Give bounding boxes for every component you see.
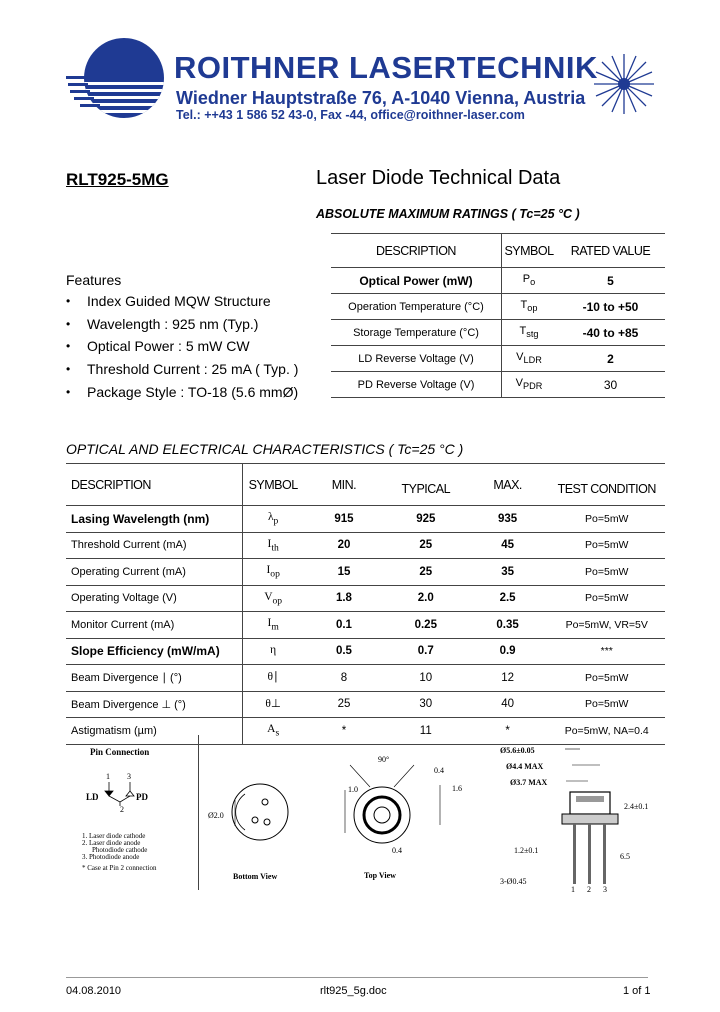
row-symbol: $A_s$ [243,718,303,745]
optical-heading: OPTICAL AND ELECTRICAL CHARACTERISTICS ( Tc=25 °C ) [66,441,464,457]
pd-label: PD [136,792,148,802]
row-max: 0.9 [467,638,549,665]
row-symbol: $I_{th}$ [243,532,303,559]
table-row [331,346,665,372]
company-contact: Tel.: ++43 1 586 52 43-0, Fax -44, office@roithner-laser.com [176,108,525,122]
document-title: Laser Diode Technical Data [316,167,561,189]
footer-filename: rlt925_5g.doc [320,985,387,997]
row-symbol: η [243,638,303,665]
top-view-label: Top View [364,871,396,880]
col-typical: TYPICAL [385,464,467,506]
row-desc: Astigmatism (µm) [66,718,243,745]
table-row [66,559,665,586]
row-symbol: $T_{stg}$ [502,320,557,346]
pin-note: 1. Laser diode cathode [82,832,146,840]
dim-d16: 1.6 [452,784,462,793]
dim-d56: Ø5.6±0.05 [500,746,535,755]
row-desc: PD Reverse Voltage (V) [331,372,502,398]
footer-divider [66,977,648,978]
row-symbol: θ∣ [243,665,303,692]
row-desc: Monitor Current (mA) [66,612,243,639]
row-symbol: $I_{op}$ [243,559,303,586]
row-max: 935 [467,506,549,533]
row-desc: Beam Divergence ⊥ (°) [66,691,243,718]
row-typ: 0.7 [385,638,467,665]
row-value: -40 to +85 [556,320,665,346]
pin-1-label: 1 [106,772,110,781]
row-cond: Po=5mW [549,665,666,692]
pin-note: Photodiode cathode [92,846,148,854]
pin-note: 3. Photodiode anode [82,853,140,861]
row-max: 2.5 [467,585,549,612]
row-typ: 25 [385,559,467,586]
absolute-max-table [331,233,665,398]
table-row [331,320,665,346]
list-item: • Package Style : TO-18 (5.6 mmØ) [66,384,298,407]
row-typ: 30 [385,691,467,718]
row-cond: Po=5mW [549,506,666,533]
company-logo-globe [66,30,176,126]
dim-angle: 90° [378,755,390,764]
row-max: 45 [467,532,549,559]
table-row [66,691,665,718]
row-min: 0.5 [303,638,385,665]
row-typ: 0.25 [385,612,467,639]
row-min: 8 [303,665,385,692]
col-test-condition: TEST CONDITION [549,464,666,506]
table-row [331,268,665,294]
side-view-diagram [470,740,665,900]
row-desc: Threshold Current (mA) [66,532,243,559]
col-max: MAX. [467,464,549,506]
row-desc: Operating Voltage (V) [66,585,243,612]
absolute-max-heading: ABSOLUTE MAXIMUM RATINGS ( Tc=25 °C ) [316,207,580,221]
optical-table [66,463,665,745]
diagram-divider [198,735,199,890]
table-row [66,585,665,612]
row-cond: Po=5mW [549,559,666,586]
row-symbol: $T_{op}$ [502,294,557,320]
table-row [331,294,665,320]
footer-page: 1 of 1 [623,985,651,997]
row-desc: Storage Temperature (°C) [331,320,502,346]
row-min: 15 [303,559,385,586]
row-typ: 11 [385,718,467,745]
dim-d10: 1.0 [348,785,358,794]
dim-d20: Ø2.0 [208,811,224,820]
row-max: 40 [467,691,549,718]
row-min: 0.1 [303,612,385,639]
row-cond: Po=5mW [549,691,666,718]
row-desc: Operating Current (mA) [66,559,243,586]
col-symbol: SYMBOL [502,234,557,268]
row-cond: Po=5mW [549,585,666,612]
row-desc: LD Reverse Voltage (V) [331,346,502,372]
row-value: -10 to +50 [556,294,665,320]
features-list [66,293,298,406]
row-cond: Po=5mW, NA=0.4 [549,718,666,745]
row-symbol: θ⊥ [243,691,303,718]
row-value: 2 [556,346,665,372]
part-number: RLT925-5MG [66,170,169,189]
row-desc: Beam Divergence ∣ (°) [66,665,243,692]
row-min: 25 [303,691,385,718]
company-name: ROITHNER LASERTECHNIK [174,50,598,85]
table-row [66,665,665,692]
table-row [66,532,665,559]
table-row [66,638,665,665]
dim-pins: 1 2 3 [571,885,612,894]
pin-2-label: 2 [120,805,124,814]
row-cond: Po=5mW, VR=5V [549,612,666,639]
dim-d37: Ø3.7 MAX [510,778,548,787]
row-max: 0.35 [467,612,549,639]
row-min: * [303,718,385,745]
row-desc: Lasing Wavelength (nm) [66,506,243,533]
pin-title: Pin Connection [90,747,150,757]
col-rated-value: RATED VALUE [556,234,665,268]
dim-d045: 3-Ø0.45 [500,877,527,886]
row-typ: 25 [385,532,467,559]
row-typ: 2.0 [385,585,467,612]
list-item: • Optical Power : 5 mW CW [66,338,298,361]
dim-d12: 1.2±0.1 [514,846,539,855]
dim-d44: Ø4.4 MAX [506,762,544,771]
list-item: • Threshold Current : 25 mA ( Typ. ) [66,361,298,384]
row-symbol: $V_{LDR}$ [502,346,557,372]
col-description: DESCRIPTION [331,234,502,268]
row-desc: Optical Power (mW) [331,268,502,294]
row-max: 12 [467,665,549,692]
row-symbol: $V_{PDR}$ [502,372,557,398]
list-item: • Wavelength : 925 nm (Typ.) [66,316,298,339]
row-typ: 10 [385,665,467,692]
row-cond: Po=5mW [549,532,666,559]
dim-d04a: 0.4 [434,766,444,775]
row-symbol: $I_m$ [243,612,303,639]
row-min: 915 [303,506,385,533]
table-row [331,372,665,398]
bottom-view-diagram [205,760,300,885]
pin-connection-diagram [80,744,190,879]
row-typ: 925 [385,506,467,533]
row-min: 20 [303,532,385,559]
row-desc: Operation Temperature (°C) [331,294,502,320]
row-value: 5 [556,268,665,294]
row-symbol: $\lambda_p$ [243,506,303,533]
list-item: • Index Guided MQW Structure [66,293,298,316]
company-address: Wiedner Hauptstraße 76, A-1040 Vienna, Austria [176,88,586,108]
row-value: 30 [556,372,665,398]
table-row [66,612,665,639]
row-max: * [467,718,549,745]
pin-3-label: 3 [127,772,131,781]
footer-date: 04.08.2010 [66,985,122,997]
row-desc: Slope Efficiency (mW/mA) [66,638,243,665]
table-row [66,506,665,533]
row-max: 35 [467,559,549,586]
row-min: 1.8 [303,585,385,612]
features-heading: Features [66,272,122,288]
col-symbol: SYMBOL [243,464,303,506]
laser-star-icon [592,52,656,116]
dim-d65: 6.5 [620,852,630,861]
row-symbol: $V_{op}$ [243,585,303,612]
table-header-row [66,464,665,506]
row-symbol: $P_o$ [502,268,557,294]
row-cond: *** [549,638,666,665]
col-description: DESCRIPTION [66,464,243,506]
dim-d04b: 0.4 [392,846,402,855]
features-section [66,272,298,406]
top-view-diagram [300,745,475,885]
bottom-view-label: Bottom View [233,872,278,881]
pin-note: 2. Laser diode anode [82,839,141,847]
pin-note: * Case at Pin 2 connection [82,864,157,872]
ld-label: LD [86,792,99,802]
dim-d24: 2.4±0.1 [624,802,649,811]
table-header-row [331,234,665,268]
col-min: MIN. [303,464,385,506]
